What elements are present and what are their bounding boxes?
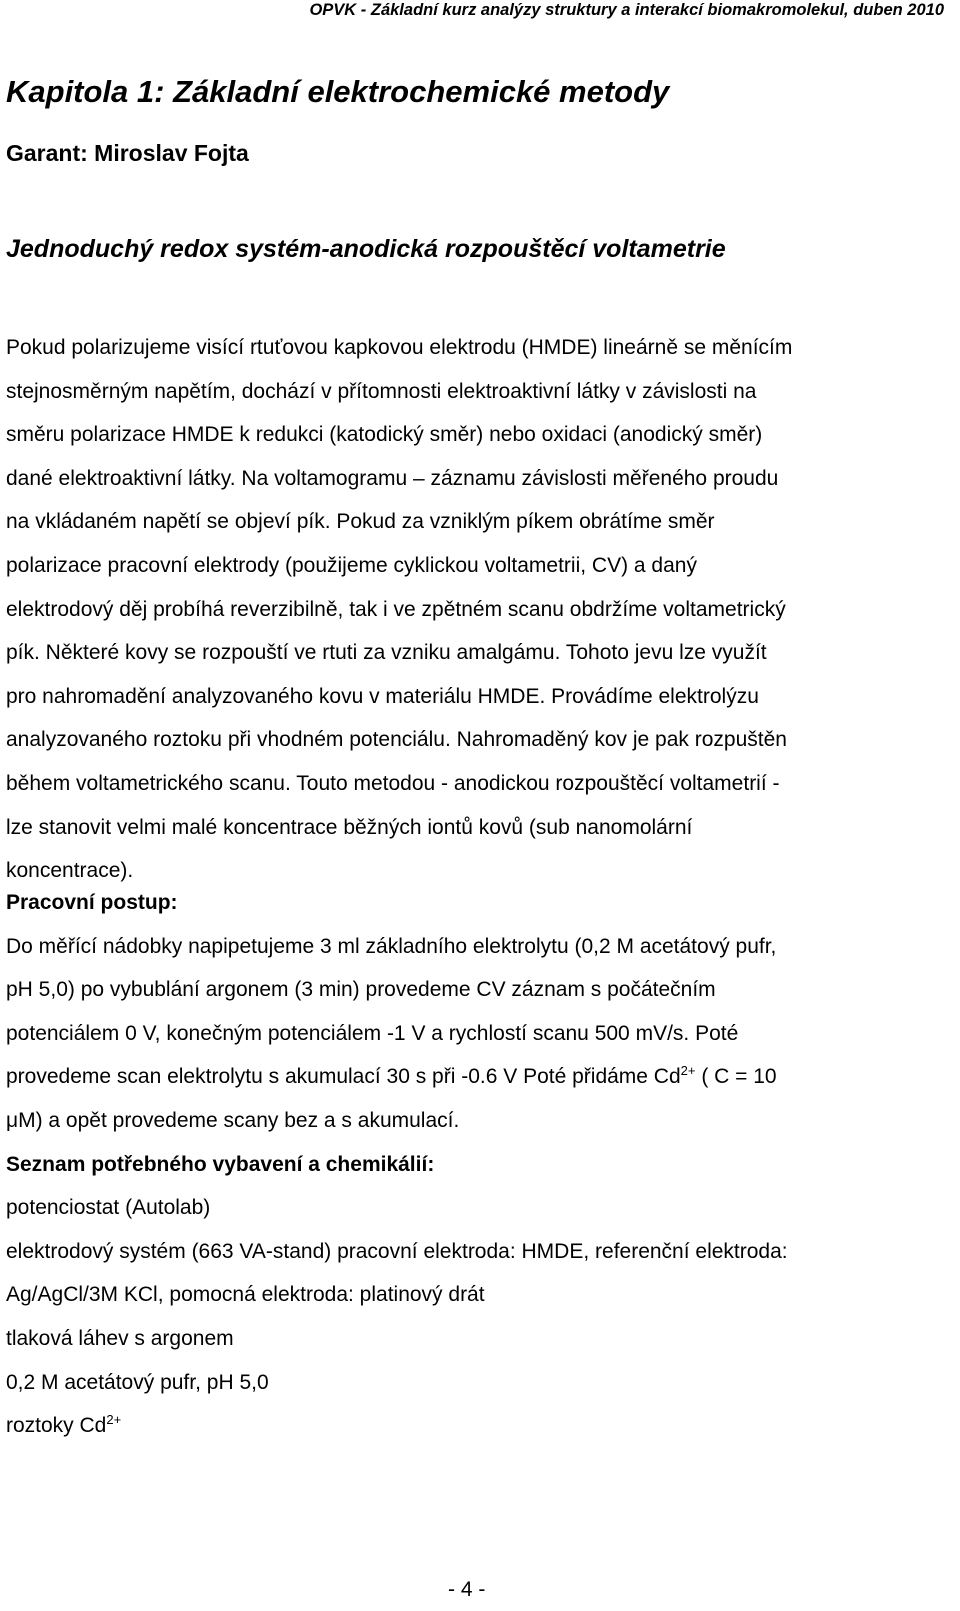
chapter-title: Kapitola 1: Základní elektrochemické metody (6, 74, 670, 109)
intro-line: dané elektroaktivní látky. Na voltamogramu – záznamu závislosti měřeného proudu (6, 466, 779, 490)
intro-line: elektrodový děj probíhá reverzibilně, tak i ve zpětném scanu obdržíme voltametrický (6, 597, 786, 621)
intro-line: polarizace pracovní elektrody (použijeme cyklickou voltametrii, CV) a daný (6, 553, 697, 577)
procedure-line-text: provedeme scan elektrolytu s akumulací 30 s při -0.6 V Poté přidáme Cd (6, 1065, 681, 1089)
equipment-item: 0,2 M acetátový pufr, pH 5,0 (6, 1370, 269, 1394)
equipment-item: elektrodový systém (663 VA-stand) pracovní elektroda: HMDE, referenční elektroda: (6, 1239, 788, 1263)
cadmium-charge: 2+ (680, 1063, 696, 1079)
intro-line: pro nahromadění analyzovaného kovu v materiálu HMDE. Provádíme elektrolýzu (6, 684, 759, 708)
section-title: Jednoduchý redox systém-anodická rozpouštěcí voltametrie (6, 235, 726, 263)
intro-line: stejnosměrným napětím, dochází v přítomnosti elektroaktivní látky v závislosti na (6, 379, 757, 403)
equipment-item-text: roztoky Cd (6, 1414, 107, 1438)
procedure-line: pH 5,0) po vybublání argonem (3 min) provedeme CV záznam s počátečním (6, 978, 716, 1002)
procedure-line: μM) a opět provedeme scany bez a s akumulací. (6, 1108, 460, 1132)
intro-line: pík. Některé kovy se rozpouští ve rtuti za vzniku amalgámu. Tohoto jevu lze využít (6, 641, 767, 665)
intro-line: Pokud polarizujeme visící rtuťovou kapkovou elektrodu (HMDE) lineárně se měnícím (6, 336, 793, 359)
procedure-line (6, 1055, 951, 1099)
procedure-line: Do měřící nádobky napipetujeme 3 ml základního elektrolytu (0,2 M acetátový pufr, (6, 934, 777, 958)
intro-line: analyzovaného roztoku při vhodném potenciálu. Nahromaděný kov je pak rozpuštěn (6, 728, 787, 752)
procedure-line-tail: ( C = 10 (695, 1065, 777, 1089)
intro-line: směru polarizace HMDE k redukci (katodický směr) nebo oxidaci (anodický směr) (6, 423, 763, 447)
intro-line: během voltametrického scanu. Touto metodou - anodickou rozpouštěcí voltametrií - (6, 771, 780, 795)
procedure-line: potenciálem 0 V, konečným potenciálem -1 V a rychlostí scanu 500 mV/s. Poté (6, 1021, 739, 1045)
equipment-item: Ag/AgCl/3M KCl, pomocná elektroda: platinový drát (6, 1283, 485, 1307)
running-header: OPVK - Základní kurz analýzy struktury a interakcí biomakromolekul, duben 2010 (309, 1, 944, 19)
equipment-item: tlaková láhev s argonem (6, 1326, 234, 1350)
intro-line: lze stanovit velmi malé koncentrace běžných iontů kovů (sub nanomolární (6, 815, 693, 839)
intro-line: koncentrace). (6, 859, 134, 883)
intro-paragraph (6, 326, 951, 893)
equipment-item (6, 1404, 951, 1448)
procedure-and-equipment (6, 881, 951, 1448)
equipment-heading: Seznam potřebného vybavení a chemikálií: (6, 1152, 435, 1176)
page-number: - 4 - (448, 1578, 486, 1601)
equipment-item: potenciostat (Autolab) (6, 1196, 211, 1220)
garant-line: Garant: Miroslav Fojta (6, 140, 249, 166)
cadmium-charge: 2+ (106, 1412, 122, 1428)
procedure-heading: Pracovní postup: (6, 891, 178, 914)
intro-line: na vkládaném napětí se objeví pík. Pokud za vzniklým píkem obrátíme směr (6, 510, 715, 534)
